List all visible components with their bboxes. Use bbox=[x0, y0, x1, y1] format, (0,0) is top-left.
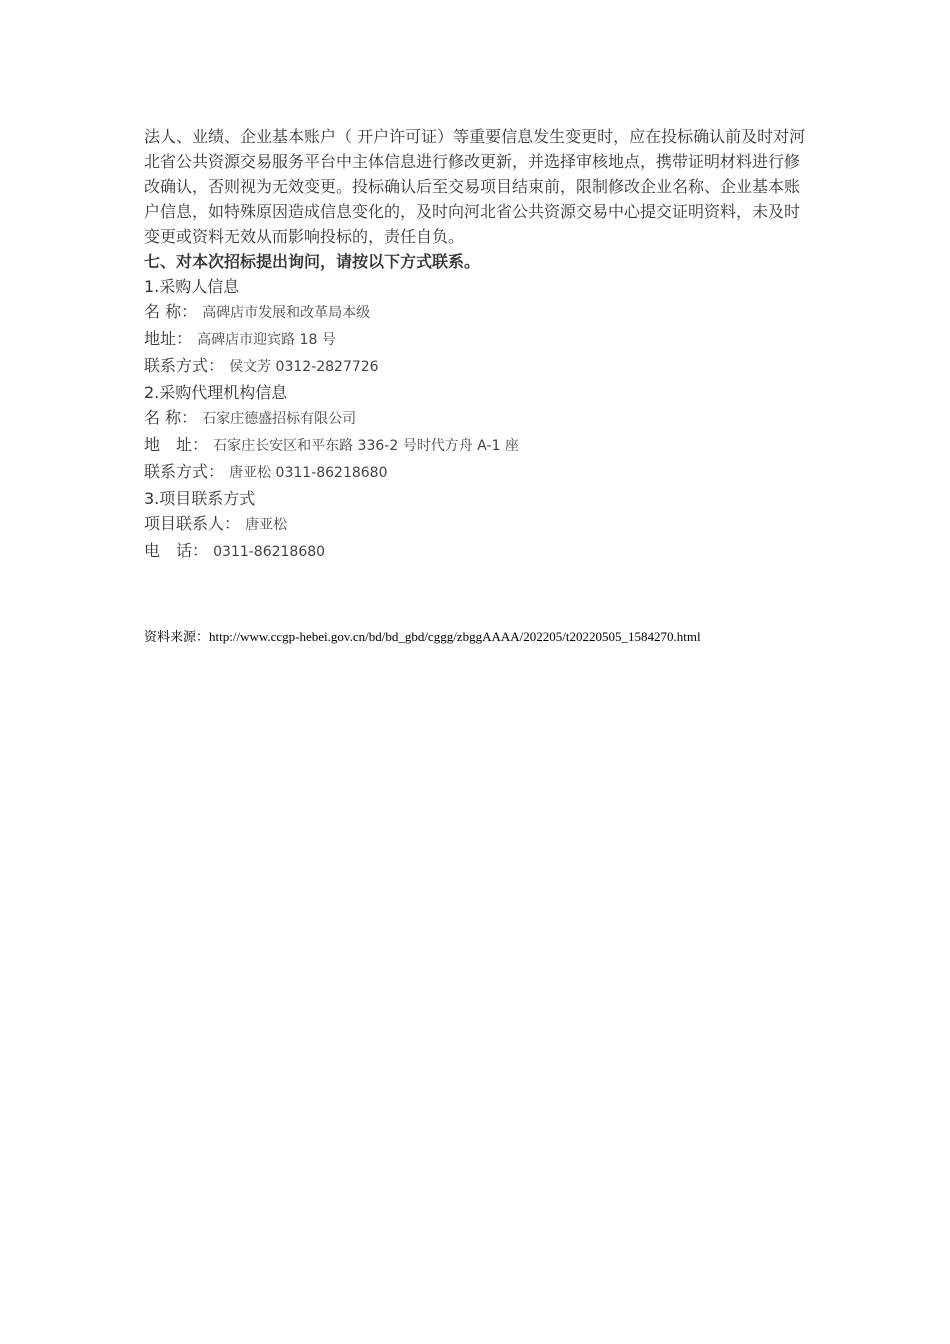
purchaser-heading: 1.采购人信息 bbox=[144, 277, 240, 296]
agency-contact-label: 联系方式： bbox=[144, 462, 225, 481]
project-phone-value: 0311-86218680 bbox=[213, 544, 326, 560]
agency-address-row bbox=[144, 432, 808, 459]
purchaser-address-row bbox=[144, 326, 808, 353]
agency-heading: 2.采购代理机构信息 bbox=[144, 383, 288, 402]
purchaser-contact-value: 侯文芳 0312-2827726 bbox=[229, 359, 379, 375]
project-phone-row bbox=[144, 538, 808, 565]
agency-contact-row bbox=[144, 459, 808, 486]
purchaser-address-value: 高碑店市迎宾路 18 号 bbox=[197, 332, 336, 348]
intro-paragraph: 法人、业绩、企业基本账户（ 开户许可证）等重要信息发生变更时，应在投标确认前及时对河北省公共资源交易服务平台中主体信息进行修改更新，并选择审核地点，携带证明材料进行修改确认，否则视为无效变更。投标确认后至交易项目结束前，限制修改企业名称、企业基本账户信息，如特殊原因造成信息变化的，及时向河北省公共资源交易中心提交证明资料，未及时变更或资料无效从而影响投标的，责任自负。 bbox=[144, 127, 806, 246]
purchaser-contact-row bbox=[144, 353, 808, 380]
source-label: 资料来源： bbox=[144, 629, 210, 644]
purchaser-name-row bbox=[144, 299, 808, 326]
agency-contact-value: 唐亚松 0311-86218680 bbox=[229, 465, 388, 481]
project-contact-person-row bbox=[144, 511, 808, 538]
source-url[interactable]: http://www.ccgp-hebei.gov.cn/bd/bd_gbd/cggg/zbggAAAA/202205/t20220505_1584270.html bbox=[209, 629, 701, 644]
source-line bbox=[144, 626, 701, 645]
purchaser-contact-label: 联系方式： bbox=[144, 356, 225, 375]
purchaser-address-label: 地址： bbox=[144, 329, 193, 348]
section-7-heading: 七、对本次招标提出询问，请按以下方式联系。 bbox=[144, 252, 481, 271]
agency-name-row bbox=[144, 405, 808, 432]
agency-name-value: 石家庄德盛招标有限公司 bbox=[202, 411, 357, 427]
project-heading: 3.项目联系方式 bbox=[144, 489, 256, 508]
purchaser-name-label: 名 称： bbox=[144, 302, 198, 321]
document-body bbox=[144, 124, 808, 565]
purchaser-name-value: 高碑店市发展和改革局本级 bbox=[202, 305, 371, 321]
agency-address-label: 地 址： bbox=[144, 435, 209, 454]
project-phone-label: 电 话： bbox=[144, 541, 209, 560]
agency-name-label: 名 称： bbox=[144, 408, 198, 427]
agency-address-value: 石家庄长安区和平东路 336-2 号时代方舟 A-1 座 bbox=[213, 438, 519, 454]
project-contact-person-label: 项目联系人： bbox=[144, 514, 241, 533]
project-contact-person-value: 唐亚松 bbox=[245, 517, 288, 533]
